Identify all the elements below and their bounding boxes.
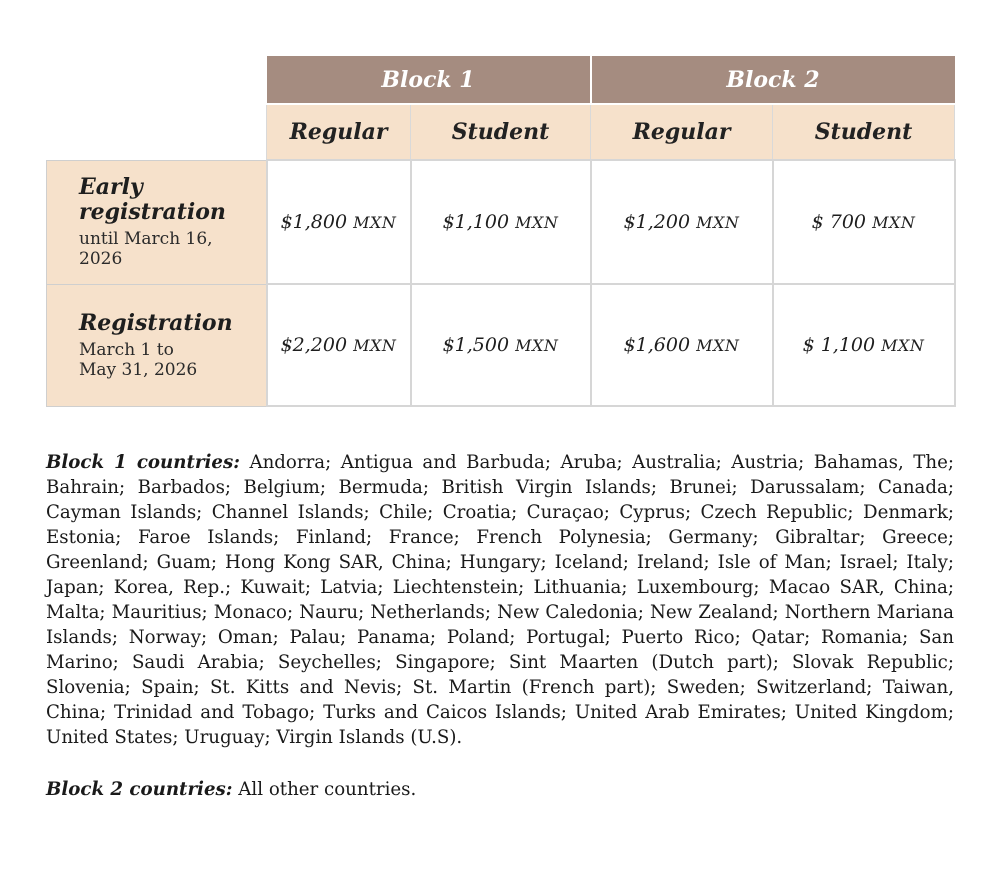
corner-cell [47, 56, 267, 104]
price-amount: $1,600 [623, 334, 691, 356]
price-cell [267, 284, 411, 406]
block-1-regular-header: Regular [267, 104, 411, 160]
row-title: Registration [79, 309, 233, 336]
early-registration-label [47, 160, 267, 284]
price-amount: $1,800 [280, 211, 348, 233]
block-1-countries-label: Block 1 countries: [46, 452, 240, 473]
block-2-student-header: Student [773, 104, 955, 160]
block-1-countries-list: Andorra; Antigua and Barbuda; Aruba; Australia; Austria; Bahamas, The; Bahrain; Barbados; Belgium; Bermuda; British Virgin Islands; Brunei; Darussalam; Canada; Cayman Islands; Channel Islands; Chile; Croatia; Curaçao; Cyprus; Czech Republic; Denmark; Estonia; Faroe Islands; Finland; France; French Polynesia; Germany; Gibraltar; Greece; Greenland; Guam; Hong Kong SAR, China; Hungary; Iceland; Ireland; Isle of Man; Israel; Italy; Japan; Korea, Rep.; Kuwait; Latvia; Liechtenstein; Lithuania; Luxembourg; Macao SAR, China; Malta; Mauritius; Monaco; Nauru; Netherlands; New Caledonia; New Zealand; Northern Mariana Islands; Norway; Oman; Palau; Panama; Poland; Portugal; Puerto Rico; Qatar; Romania; San Marino; Saudi Arabia; Seychelles; Singapore; Sint Maarten (Dutch part); Slovak Republic; Slovenia; Spain; St. Kitts and Nevis; St. Martin (French part); Sweden; Switzerland; Taiwan, China; Trinidad and Tobago; Turks and Caicos Islands; United Arab Emirates; United Kingdom; United States; Uruguay; Virgin Islands (U.S). [46, 452, 954, 748]
price-currency: MXN [515, 336, 559, 355]
corner-cell [47, 104, 267, 160]
block-2-header: Block 2 [591, 56, 955, 104]
price-cell [773, 284, 955, 406]
price-cell [411, 284, 591, 406]
price-amount: $2,200 [280, 334, 348, 356]
price-amount: $ 1,100 [802, 334, 876, 356]
early-registration-row [47, 160, 955, 284]
price-cell [591, 284, 773, 406]
block-1-countries-paragraph [46, 450, 954, 750]
row-date-range: until March 16, 2026 [79, 229, 213, 269]
price-currency: MXN [872, 213, 916, 232]
block-2-countries-paragraph [46, 777, 954, 802]
block-1-student-header: Student [411, 104, 591, 160]
price-currency: MXN [696, 336, 740, 355]
row-title: Early registration [79, 174, 226, 225]
price-cell [773, 160, 955, 284]
registration-row [47, 284, 955, 406]
price-amount: $ 700 [811, 211, 867, 233]
price-currency: MXN [353, 336, 397, 355]
price-cell [267, 160, 411, 284]
price-cell [411, 160, 591, 284]
price-currency: MXN [881, 336, 925, 355]
price-amount: $1,100 [442, 211, 510, 233]
price-cell [591, 160, 773, 284]
registration-label [47, 284, 267, 406]
price-currency: MXN [515, 213, 559, 232]
category-header-row [47, 104, 955, 160]
price-currency: MXN [696, 213, 740, 232]
registration-fees-table [46, 56, 956, 407]
price-amount: $1,200 [623, 211, 691, 233]
row-date-range: March 1 to May 31, 2026 [79, 339, 198, 380]
block-1-header: Block 1 [267, 56, 591, 104]
block-header-row [47, 56, 955, 104]
block-2-regular-header: Regular [591, 104, 773, 160]
block-2-countries-list: All other countries. [232, 779, 417, 800]
price-currency: MXN [353, 213, 397, 232]
block-2-countries-label: Block 2 countries: [46, 779, 233, 800]
price-amount: $1,500 [442, 334, 510, 356]
